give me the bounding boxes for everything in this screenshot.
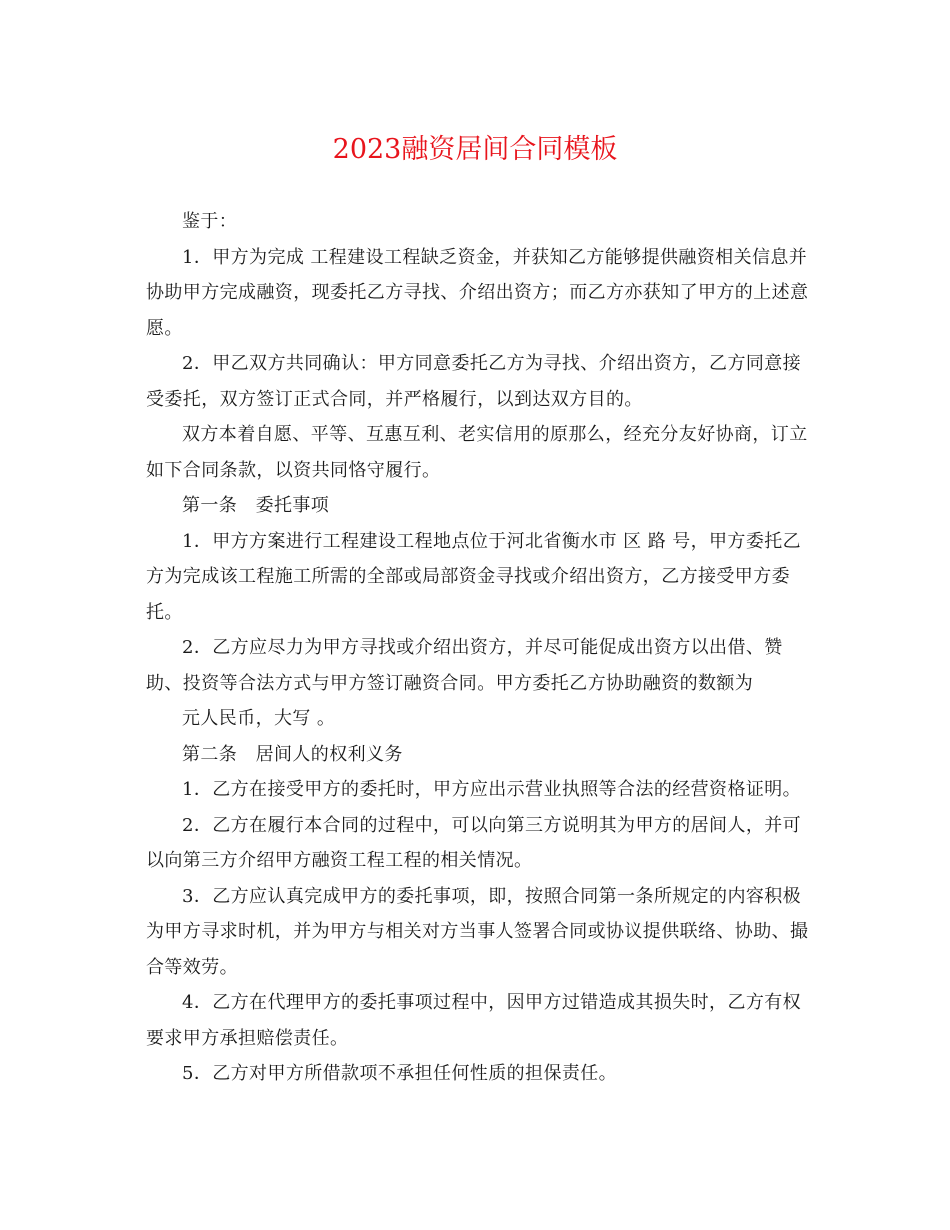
paragraph-whereas-1: 1．甲方为完成 工程建设工程缺乏资金，并获知乙方能够提供融资相关信息并协助甲方完成融资，现委托乙方寻找、介绍出资方；而乙方亦获知了甲方的上述意愿。 [146, 246, 809, 339]
article-1-amount-line: 元人民币，大写 。 [182, 708, 336, 729]
paragraph-preamble: 鉴于： [182, 211, 238, 232]
article-2-clause-4: 4．乙方在代理甲方的委托事项过程中，因甲方过错造成其损失时，乙方有权要求甲方承担赔偿责任。 [146, 992, 802, 1049]
document-body [146, 204, 814, 1092]
article-2-clause-5: 5．乙方对甲方所借款项不承担任何性质的担保责任。 [182, 1063, 618, 1084]
paragraph-agreement-basis: 双方本着自愿、平等、互惠互利、老实信用的原那么，经充分友好协商，订立如下合同条款，以资共同恪守履行。 [146, 424, 808, 481]
article-1-clause-1: 1．甲方方案进行工程建设工程地点位于河北省衡水市 区 路 号，甲方委托乙方为完成该工程施工所需的全部或局部资金寻找或介绍出资方，乙方接受甲方委托。 [146, 530, 802, 623]
article-1-heading: 第一条 委托事项 [182, 495, 330, 516]
article-2-clause-3: 3．乙方应认真完成甲方的委托事项，即，按照合同第一条所规定的内容积极为甲方寻求时机，并为甲方与相关对方当事人签署合同或协议提供联络、协助、撮合等效劳。 [146, 885, 809, 978]
document-title: 2023融资居间合同模板 [332, 134, 618, 165]
article-2-clause-2: 2．乙方在履行本合同的过程中，可以向第三方说明其为甲方的居间人，并可以向第三方介绍甲方融资工程工程的相关情况。 [146, 814, 802, 871]
article-2-clause-1: 1．乙方在接受甲方的委托时，甲方应出示营业执照等合法的经营资格证明。 [182, 779, 802, 800]
article-1-clause-2: 2．乙方应尽力为甲方寻找或介绍出资方，并尽可能促成出资方以出借、赞助、投资等合法方式与甲方签订融资合同。甲方委托乙方协助融资的数额为 [146, 637, 783, 694]
paragraph-whereas-2: 2．甲乙双方共同确认：甲方同意委托乙方为寻找、介绍出资方，乙方同意接受委托，双方签订正式合同，并严格履行，以到达双方目的。 [146, 353, 802, 410]
article-2-heading: 第二条 居间人的权利义务 [182, 743, 403, 765]
